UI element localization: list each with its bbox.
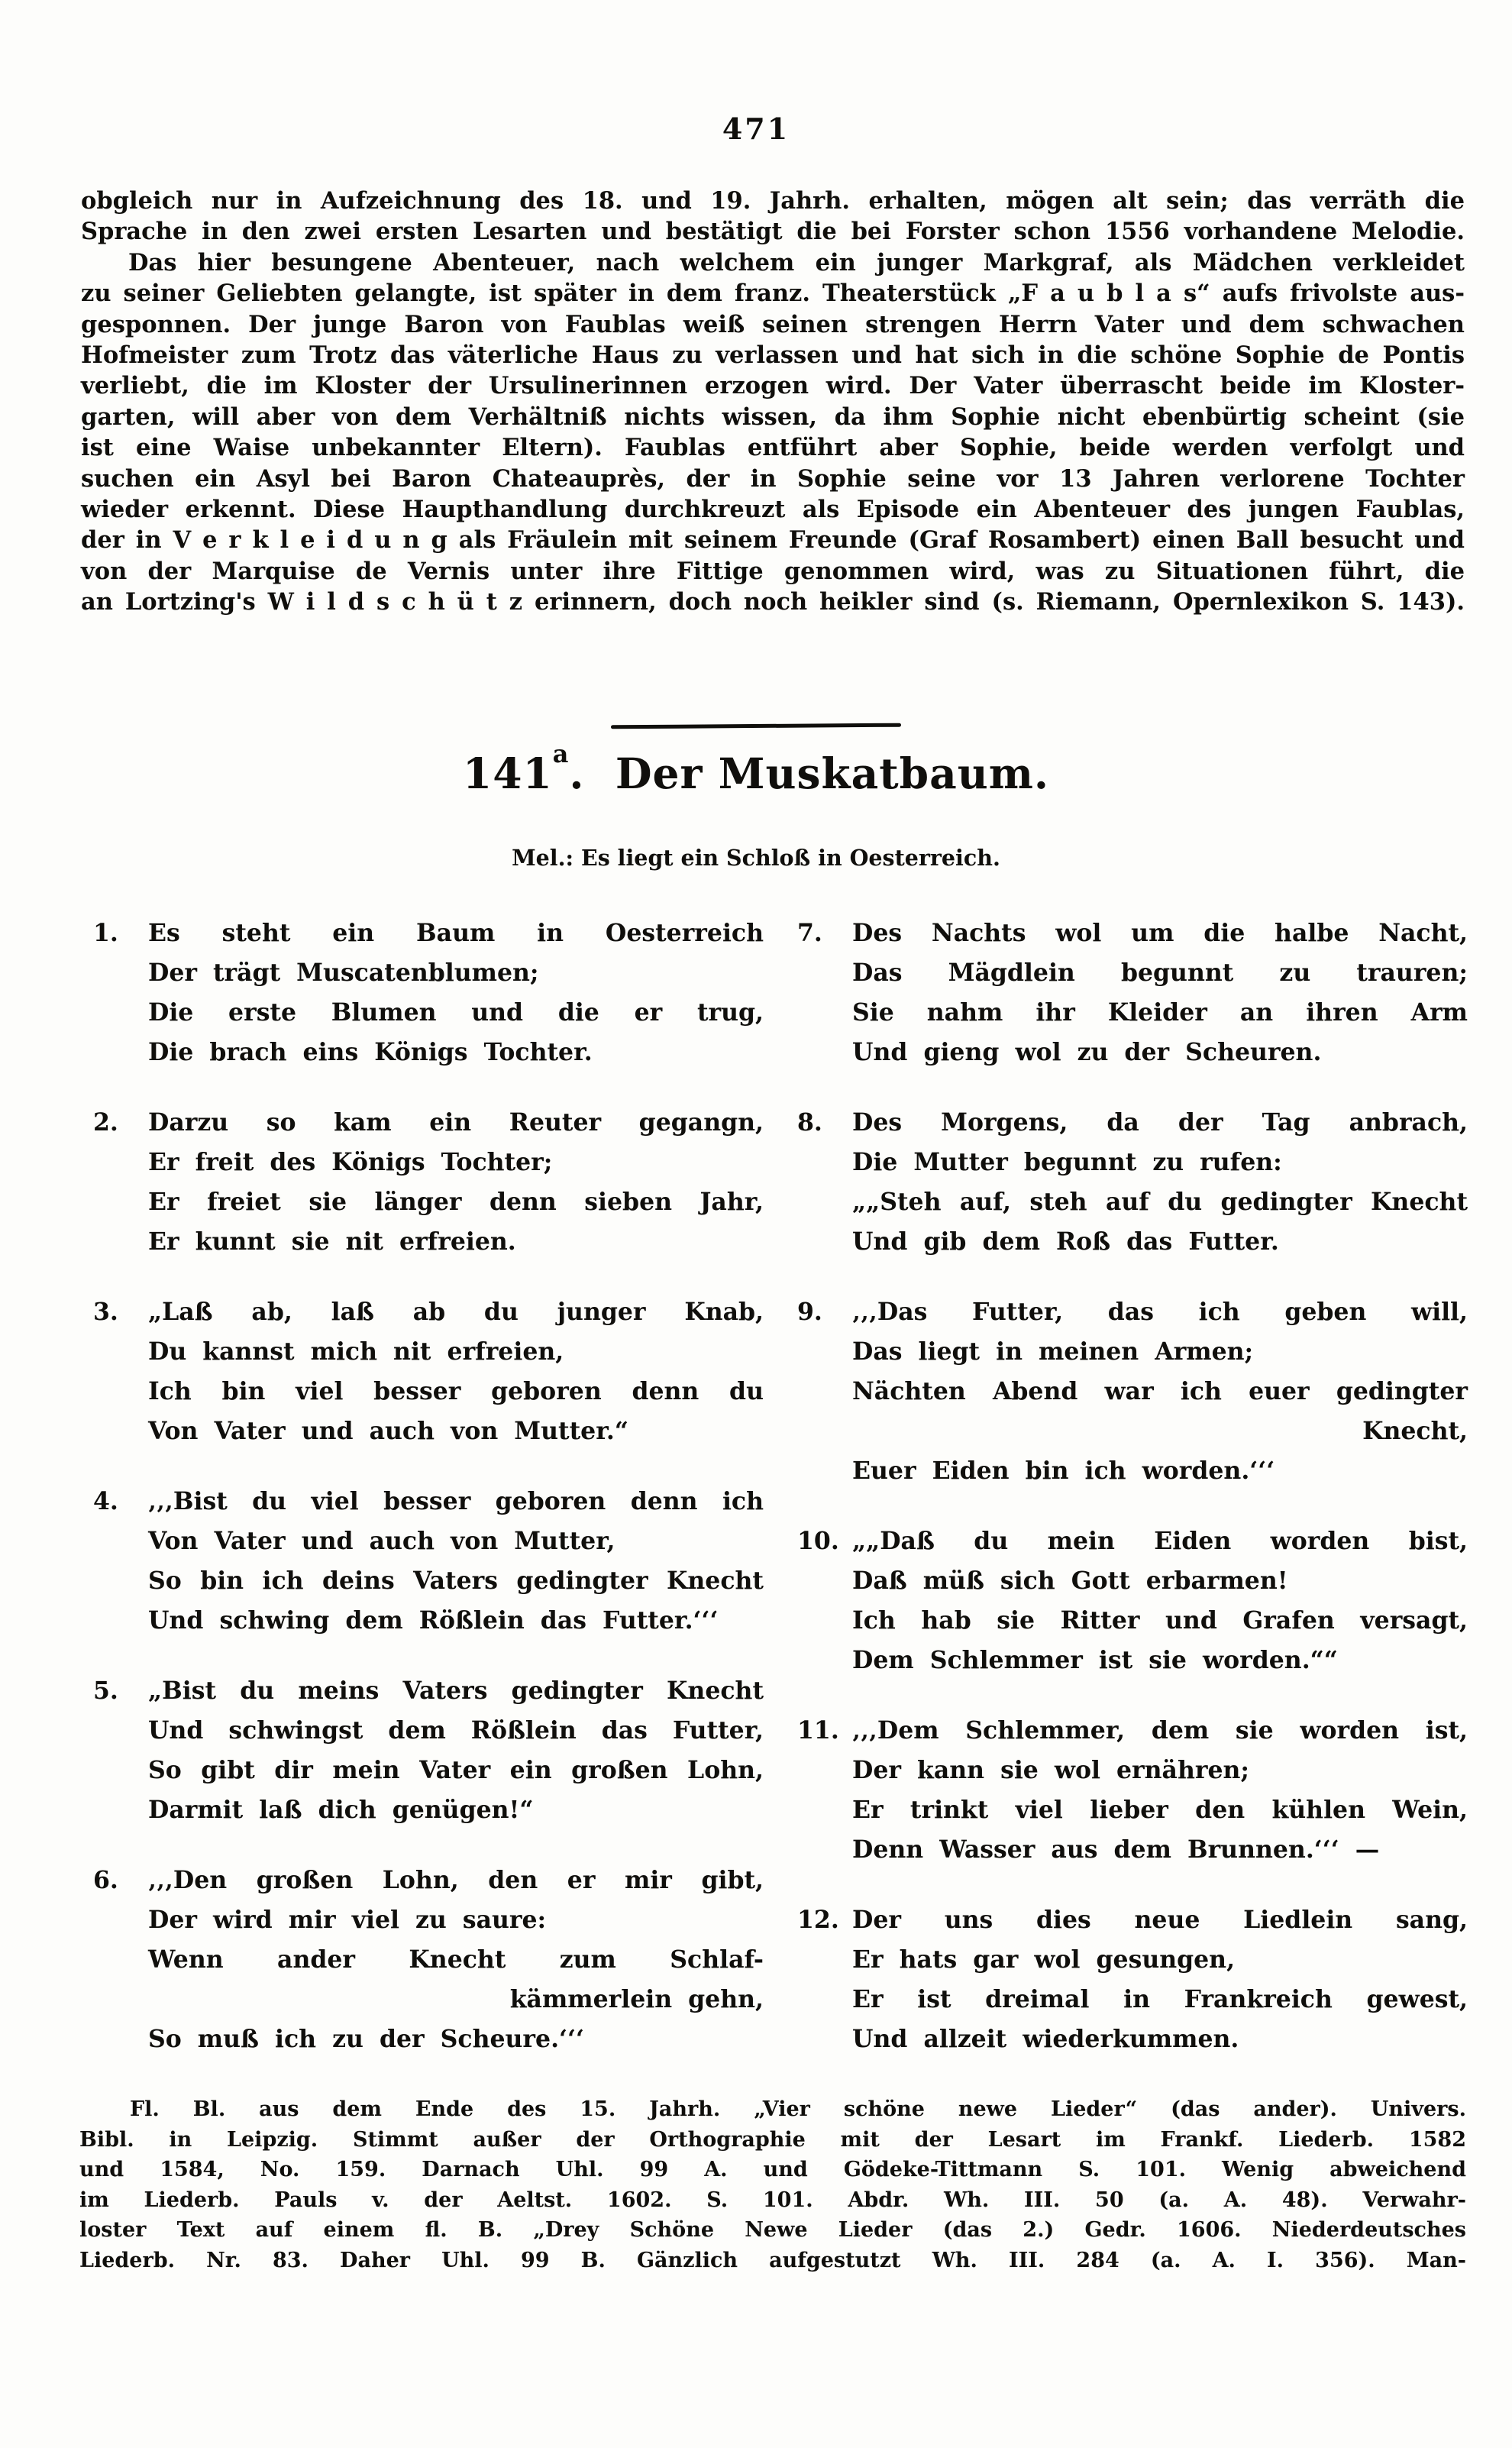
verse-4 (93, 1482, 764, 1641)
verse-number: 6. (93, 1866, 118, 1894)
section-divider-rule (611, 723, 901, 729)
verse-line: Und schwing dem Rößlein das Futter.‘‘‘ (148, 1606, 719, 1635)
verse-3 (93, 1292, 764, 1451)
verse-line: „„Daß du mein Eiden worden bist, (852, 1527, 1468, 1555)
intro-line: wieder erkennt. Diese Haupthandlung durchkreuzt als Episode ein Abenteuer des jungen Faublas, (81, 496, 1465, 524)
verse-line: ‚‚‚Den großen Lohn, den er mir gibt, (148, 1866, 764, 1894)
verse-line: Und gieng wol zu der Scheuren. (852, 1038, 1322, 1066)
footnote-paragraph (79, 2094, 1466, 2275)
song-title: . Der Muskatbaum. (569, 749, 1050, 798)
verse-number: 4. (93, 1487, 118, 1515)
intro-paragraphs (81, 186, 1465, 618)
intro-line: Sprache in den zwei ersten Lesarten und bestätigt die bei Forster schon 1556 vorhandene Melodie. (81, 218, 1465, 246)
verse-line: Er freit des Königs Tochter; (148, 1148, 553, 1176)
verse-line: „Bist du meins Vaters gedingter Knecht (148, 1677, 764, 1705)
verse-line: Denn Wasser aus dem Brunnen.‘‘‘ — (852, 1835, 1380, 1864)
verse-line: Die erste Blumen und die er trug, (148, 998, 764, 1027)
footnote-line: im Liederb. Pauls v. der Aeltst. 1602. S. 101. Abdr. Wh. III. 50 (a. A. 48). Verwahr- (79, 2188, 1466, 2212)
verse-9 (797, 1292, 1468, 1491)
verse-line: Nächten Abend war ich euer gedingter (852, 1377, 1468, 1405)
verse-line: Ich bin viel besser geboren denn du (148, 1377, 764, 1405)
verse-line: Sie nahm ihr Kleider an ihren Arm (852, 998, 1468, 1027)
verse-5 (93, 1671, 764, 1830)
verse-7 (797, 914, 1468, 1072)
verse-number: 3. (93, 1298, 118, 1326)
verse-line: Der uns dies neue Liedlein sang, (852, 1906, 1468, 1934)
verse-1 (93, 914, 764, 1072)
verse-11 (797, 1711, 1468, 1870)
verse-number: 11. (797, 1716, 839, 1745)
footnote-line: loster Text auf einem fl. B. „Drey Schöne Newe Lieder (das 2.) Gedr. 1606. Niederdeutsches (79, 2218, 1466, 2242)
intro-line: der in V e r k l e i d u n g als Fräulein mit seinem Freunde (Graf Rosambert) einen Ball besucht und (81, 526, 1465, 555)
intro-line: an Lortzing's W i l d s c h ü t z erinnern, doch noch heikler sind (s. Riemann, Opernlexikon S. 143). (81, 588, 1465, 616)
verse-line: Und schwingst dem Rößlein das Futter, (148, 1716, 764, 1745)
verse-10 (797, 1522, 1468, 1680)
footnote-line: und 1584, No. 159. Darnach Uhl. 99 A. und Gödeke-Tittmann S. 101. Wenig abweichend (79, 2158, 1466, 2181)
verse-line: Ich hab sie Ritter und Grafen versagt, (852, 1606, 1468, 1635)
verse-number: 10. (797, 1527, 839, 1555)
verse-line: Und gib dem Roß das Futter. (852, 1227, 1279, 1256)
verse-2 (93, 1103, 764, 1262)
verse-line: Des Nachts wol um die halbe Nacht, (852, 919, 1468, 947)
melody-reference-line: Mel.: Es liegt ein Schloß in Oesterreich. (512, 845, 1000, 871)
verse-line: Das Mägdlein begunnt zu trauren; (852, 959, 1468, 987)
verse-column-left (93, 914, 764, 2090)
intro-line: obgleich nur in Aufzeichnung des 18. und 19. Jahrh. erhalten, mögen alt sein; das verräth die (81, 187, 1465, 215)
verse-number: 2. (93, 1108, 118, 1137)
verse-line: Er kunnt sie nit erfreien. (148, 1227, 516, 1256)
verse-number: 12. (797, 1906, 839, 1934)
verse-column-right (797, 914, 1468, 2090)
verse-line: Er ist dreimal in Frankreich gewest, (852, 1985, 1468, 2013)
verse-number: 8. (797, 1108, 822, 1137)
verse-line: Der trägt Muscatenblumen; (148, 959, 539, 987)
verse-line: Du kannst mich nit erfreien, (148, 1337, 564, 1366)
verse-line: Er freiet sie länger denn sieben Jahr, (148, 1188, 764, 1216)
verse-line: Er trinkt viel lieber den kühlen Wein, (852, 1796, 1468, 1824)
page-number: 471 (722, 112, 790, 146)
verse-line: So bin ich deins Vaters gedingter Knecht (148, 1567, 764, 1595)
verse-number: 1. (93, 919, 118, 947)
intro-line: gesponnen. Der junge Baron von Faublas weiß seinen strengen Herrn Vater und dem schwachen (81, 310, 1465, 338)
verse-line: Die brach eins Königs Tochter. (148, 1038, 593, 1066)
verse-line: Daß müß sich Gott erbarmen! (852, 1567, 1288, 1595)
verse-line: Des Morgens, da der Tag anbrach, (852, 1108, 1468, 1137)
verse-line: Dem Schlemmer ist sie worden.““ (852, 1646, 1338, 1674)
verse-number: 7. (797, 919, 822, 947)
verse-line: So gibt dir mein Vater ein großen Lohn, (148, 1756, 764, 1784)
verse-line: So muß ich zu der Scheure.‘‘‘ (148, 2025, 584, 2053)
intro-line: suchen ein Asyl bei Baron Chateauprès, der in Sophie seine vor 13 Jahren verlorene Tochter (81, 464, 1465, 493)
verse-line: Euer Eiden bin ich worden.‘‘‘ (852, 1457, 1275, 1485)
verse-line: Von Vater und auch von Mutter, (148, 1527, 615, 1555)
footnote-line: Liederb. Nr. 83. Daher Uhl. 99 B. Gänzlich aufgestutzt Wh. III. 284 (a. A. I. 356). Man- (79, 2248, 1466, 2272)
verse-line: Er hats gar wol gesungen, (852, 1945, 1236, 1974)
intro-line: garten, will aber von dem Verhältniß nichts wissen, da ihm Sophie nicht ebenbürtig scheint (sie (81, 403, 1465, 431)
verse-line: „Laß ab, laß ab du junger Knab, (148, 1298, 764, 1326)
intro-line: ist eine Waise unbekannter Eltern). Faublas entführt aber Sophie, beide werden verfolgt und (81, 434, 1465, 462)
intro-line: Das hier besungene Abenteuer, nach welchem ein junger Markgraf, als Mädchen verkleidet (128, 248, 1465, 276)
verse-number: 9. (797, 1298, 822, 1326)
verse-line: ‚‚‚Dem Schlemmer, dem sie worden ist, (852, 1716, 1468, 1745)
song-number: 141 (462, 749, 553, 798)
verse-line: „„Steh auf, steh auf du gedingter Knecht (852, 1188, 1468, 1216)
intro-line: zu seiner Geliebten gelangte, ist später in dem franz. Theaterstück „F a u b l a s“ aufs frivolste aus- (81, 280, 1465, 308)
verse-line: Es steht ein Baum in Oesterreich (148, 919, 764, 947)
verse-line: Wenn ander Knecht zum Schlaf- (148, 1945, 764, 1974)
verse-line: Darmit laß dich genügen!“ (148, 1796, 534, 1824)
verse-6 (93, 1861, 764, 2059)
verse-line: ‚‚‚Das Futter, das ich geben will, (852, 1298, 1468, 1326)
verse-line: ‚‚‚Bist du viel besser geboren denn ich (148, 1487, 764, 1515)
verse-line: Das liegt in meinen Armen; (852, 1337, 1254, 1366)
verse-line: Der wird mir viel zu saure: (148, 1906, 547, 1934)
verse-line: Darzu so kam ein Reuter gegangn, (148, 1108, 764, 1137)
verse-number: 5. (93, 1677, 118, 1705)
verse-line: Die Mutter begunnt zu rufen: (852, 1148, 1282, 1176)
intro-line: verliebt, die im Kloster der Ursulinerinnen erzogen wird. Der Vater überrascht beide im Kloster- (81, 372, 1465, 400)
footnote-line: Bibl. in Leipzig. Stimmt außer der Orthographie mit der Lesart im Frankf. Liederb. 1582 (79, 2127, 1466, 2152)
song-heading (0, 739, 1512, 798)
verse-columns (93, 914, 1468, 2090)
footnote-line: Fl. Bl. aus dem Ende des 15. Jahrh. „Vier schöne newe Lieder“ (das ander). Univers. (130, 2097, 1466, 2121)
verse-line: kämmerlein gehn, (509, 1985, 764, 2013)
song-number-superscript: a (552, 739, 570, 769)
verse-12 (797, 1900, 1468, 2059)
verse-line: Der kann sie wol ernähren; (852, 1756, 1250, 1784)
intro-line: Hofmeister zum Trotz das väterliche Haus zu verlassen und hat sich in die schöne Sophie de Pontis (81, 341, 1465, 370)
intro-line: von der Marquise de Vernis unter ihre Fittige genommen wird, was zu Situationen führt, die (81, 557, 1465, 585)
verse-line: Knecht, (1362, 1417, 1468, 1445)
verse-8 (797, 1103, 1468, 1262)
verse-line: Von Vater und auch von Mutter.“ (148, 1417, 628, 1445)
verse-line: Und allzeit wiederkummen. (852, 2025, 1239, 2053)
